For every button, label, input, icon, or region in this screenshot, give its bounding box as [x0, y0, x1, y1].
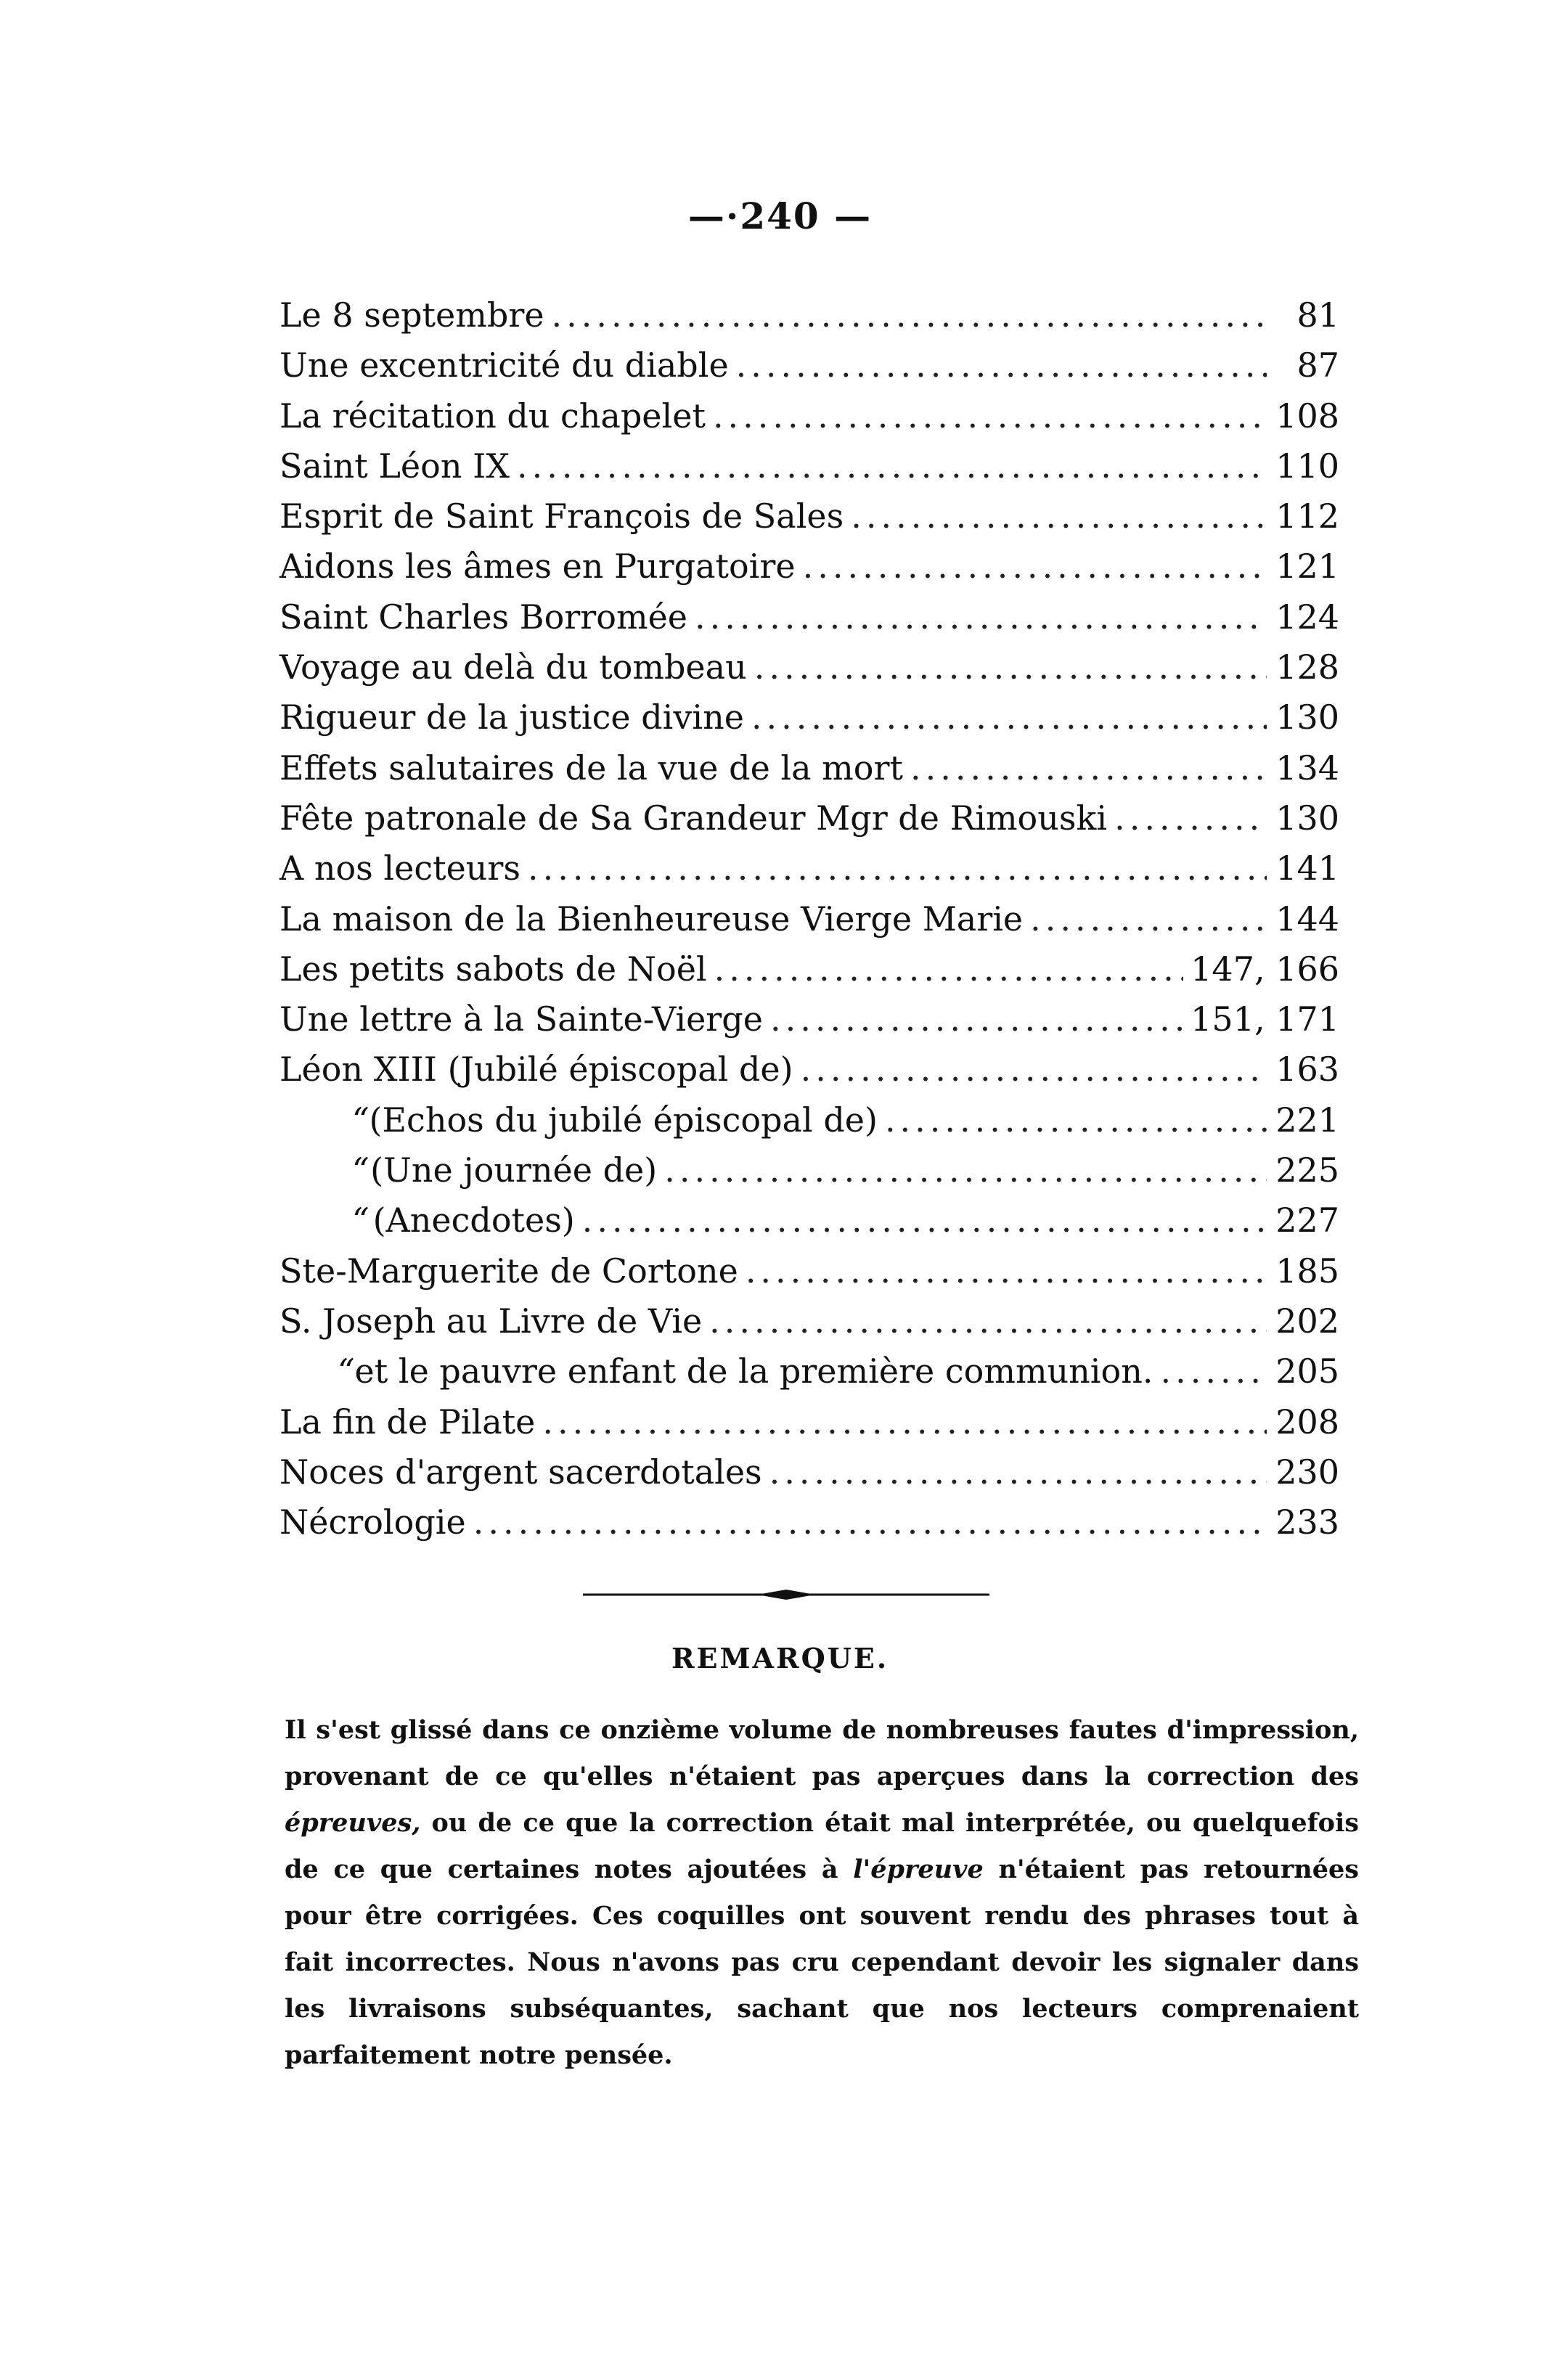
- toc-entry-page: 205: [1275, 1351, 1339, 1391]
- toc-entry: [279, 1246, 1339, 1296]
- dot-leader: [582, 1195, 1267, 1246]
- toc-entry-title: Esprit de Saint François de Sales: [279, 496, 844, 536]
- toc-entry-page: 163: [1275, 1050, 1339, 1089]
- toc-entry: [279, 290, 1339, 340]
- toc-entry-title: Léon XIII (Jubilé épiscopal de): [279, 1050, 793, 1089]
- ditto-mark: “: [352, 1150, 369, 1190]
- toc-entry-page: 147, 166: [1191, 949, 1339, 989]
- toc-entry: [279, 1397, 1339, 1447]
- remark-heading: REMARQUE.: [671, 1642, 889, 1674]
- dot-leader: [851, 491, 1267, 541]
- toc-entry-title: Effets salutaires de la vue de la mort: [279, 748, 903, 788]
- toc-entry-title: Voyage au delà du tombeau: [279, 647, 747, 687]
- ornamental-divider: [583, 1584, 989, 1606]
- toc-entry: [279, 994, 1339, 1044]
- dot-leader: [736, 340, 1267, 390]
- toc-entry: [279, 843, 1339, 893]
- toc-entry-page: 233: [1275, 1502, 1339, 1542]
- toc-entry-page: 87: [1296, 345, 1339, 385]
- toc-entry: [279, 1095, 1339, 1145]
- dot-leader: [664, 1145, 1267, 1195]
- toc-entry-title: La maison de la Bienheureuse Vierge Marie: [279, 899, 1024, 938]
- toc-entry-page: 141: [1275, 848, 1339, 888]
- toc-entry-page: 128: [1275, 647, 1339, 687]
- dot-leader: [542, 1397, 1267, 1447]
- toc-entry-page: 81: [1296, 295, 1339, 335]
- toc-entry-page: 121: [1275, 547, 1339, 586]
- toc-entry-page: 230: [1275, 1452, 1339, 1492]
- toc-entry-title: Les petits sabots de Noël: [279, 949, 707, 989]
- remark-italic: l'épreuve: [853, 1854, 984, 1884]
- dot-leader: [552, 290, 1267, 340]
- toc-entry-page: 208: [1275, 1402, 1339, 1442]
- toc-entry-page: 108: [1275, 396, 1339, 435]
- toc-entry: [279, 340, 1339, 390]
- toc-entry-page: 151, 171: [1191, 999, 1339, 1039]
- dot-leader: [801, 1044, 1267, 1095]
- ditto-mark: “: [338, 1351, 355, 1391]
- toc-entry: [279, 793, 1339, 843]
- toc-entry: [279, 894, 1339, 944]
- dot-leader: [1030, 894, 1267, 944]
- dot-leader: [517, 441, 1267, 491]
- dot-leader: [695, 592, 1267, 642]
- toc-entry: [279, 541, 1339, 592]
- dot-leader: [713, 391, 1267, 441]
- toc-entry-title: (Anecdotes): [372, 1201, 575, 1240]
- toc-entry-title: Rigueur de la justice divine: [279, 698, 744, 737]
- toc-entry: [279, 1195, 1339, 1246]
- dot-leader: [1160, 1346, 1267, 1396]
- toc-entry-page: 225: [1275, 1150, 1339, 1190]
- toc-entry-page: 112: [1275, 496, 1339, 536]
- remark-text: ou de ce que la correction était mal interprétée, ou quelquefois de ce que certaines notes ajoutées à: [285, 1808, 1359, 1884]
- dot-leader: [1114, 793, 1267, 843]
- toc-entry-page: 185: [1275, 1251, 1339, 1291]
- toc-entry: [279, 1497, 1339, 1547]
- toc-entry-title: Ste-Marguerite de Cortone: [279, 1251, 738, 1291]
- toc-entry: [279, 592, 1339, 642]
- dot-leader: [803, 541, 1267, 592]
- toc-entry-title: Une lettre à la Sainte-Vierge: [279, 999, 763, 1039]
- toc-entry-page: 144: [1275, 899, 1339, 938]
- toc-entry-page: 221: [1275, 1100, 1339, 1140]
- toc-entry: [279, 1447, 1339, 1497]
- ditto-mark: “: [352, 1100, 369, 1140]
- toc-entry-title: Noces d'argent sacerdotales: [279, 1452, 762, 1492]
- toc-entry-page: 202: [1275, 1301, 1339, 1341]
- toc-entry-page: 124: [1275, 597, 1339, 637]
- toc-entry-title: Fête patronale de Sa Grandeur Mgr de Rimouski: [279, 798, 1108, 838]
- toc-entry: [279, 944, 1339, 994]
- toc-entry: [279, 1145, 1339, 1195]
- dot-leader: [714, 944, 1184, 994]
- dot-leader: [528, 843, 1267, 893]
- toc-entry-title: (Une journée de): [370, 1150, 658, 1190]
- dot-leader: [885, 1095, 1267, 1145]
- dot-leader: [910, 743, 1267, 793]
- dot-leader: [709, 1296, 1267, 1346]
- toc-entry-title: Aidons les âmes en Purgatoire: [279, 547, 796, 586]
- toc-entry: [279, 391, 1339, 441]
- toc-entry: [279, 642, 1339, 692]
- ditto-mark: “: [352, 1201, 369, 1240]
- toc-entry-page: 130: [1275, 698, 1339, 737]
- toc-entry-page: 130: [1275, 798, 1339, 838]
- toc-entry: [279, 1044, 1339, 1095]
- toc-entry: [279, 692, 1339, 743]
- dot-leader: [746, 1246, 1267, 1296]
- toc-entry-page: 134: [1275, 748, 1339, 788]
- toc-entry-page: 110: [1275, 446, 1339, 486]
- toc-entry-title: La récitation du chapelet: [279, 396, 706, 435]
- dot-leader: [754, 642, 1267, 692]
- dot-leader: [770, 994, 1183, 1044]
- dot-leader: [769, 1447, 1267, 1497]
- toc-entry-page: 227: [1275, 1201, 1339, 1240]
- toc-entry-title: S. Joseph au Livre de Vie: [279, 1301, 703, 1341]
- toc-entry-title: A nos lecteurs: [279, 848, 521, 888]
- toc-entry-title: Le 8 septembre: [279, 295, 544, 335]
- toc-entry-title: et le pauvre enfant de la première communion.: [354, 1351, 1153, 1391]
- toc-entry: [279, 743, 1339, 793]
- toc-entry: [279, 1296, 1339, 1346]
- toc-entry-title: Saint Léon IX: [279, 446, 510, 486]
- toc-entry: [279, 441, 1339, 491]
- dot-leader: [473, 1497, 1267, 1547]
- toc-entry-title: Saint Charles Borromée: [279, 597, 688, 637]
- toc-entry-title: La fin de Pilate: [279, 1402, 536, 1442]
- toc-entry-title: (Echos du jubilé épiscopal de): [369, 1100, 878, 1140]
- toc-entry: [279, 1346, 1339, 1396]
- remark-text: n'étaient pas retournées pour être corrigées. Ces coquilles ont souvent rendu des phrases tout à fait incorrectes. Nous n'avons pas cru cependant devoir les signaler dans les livraisons subséquantes, sachant que nos lecteurs comprenaient parfaitement notre pensée.: [285, 1854, 1359, 2070]
- toc-entry-title: Nécrologie: [279, 1502, 466, 1542]
- toc-entry-title: Une excentricité du diable: [279, 345, 729, 385]
- remark-italic: épreuves,: [285, 1808, 421, 1838]
- page-number: —·240 —: [687, 195, 873, 237]
- table-of-contents: [279, 290, 1339, 1547]
- remark-text: Il s'est glissé dans ce onzième volume de nombreuses fautes d'impression, provenant de ce qu'elles n'étaient pas aperçues dans la correction des: [285, 1715, 1359, 1791]
- remark-body: [285, 1707, 1359, 2079]
- toc-entry: [279, 491, 1339, 541]
- dot-leader: [751, 692, 1267, 743]
